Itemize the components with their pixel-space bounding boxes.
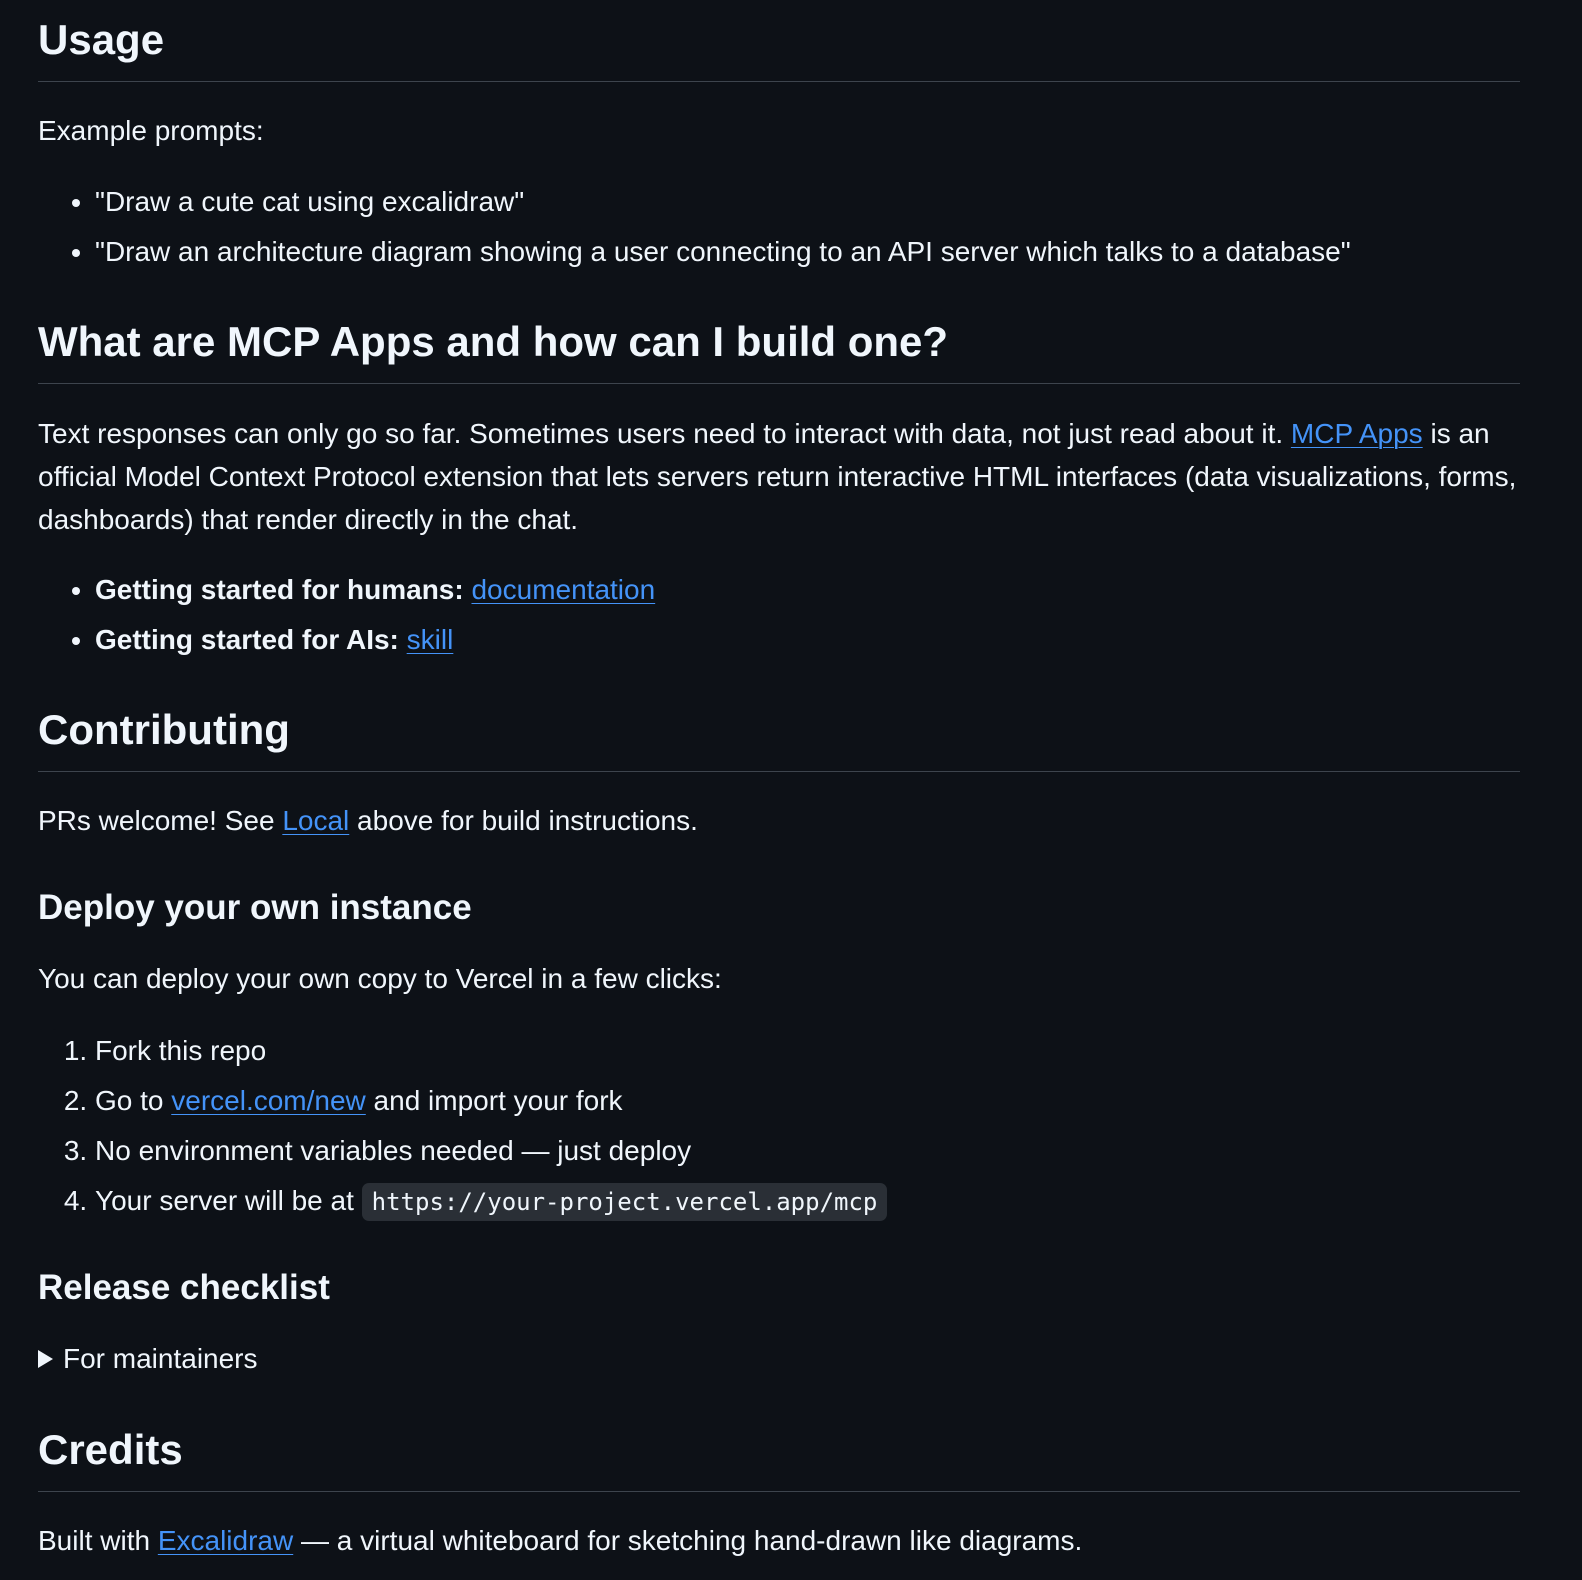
mcp-paragraph xyxy=(38,412,1530,541)
deploy-heading: Deploy your own instance xyxy=(38,888,472,927)
contributing-section xyxy=(38,704,1520,772)
list-item xyxy=(95,619,1520,661)
excalidraw-link[interactable]: Excalidraw xyxy=(157,1525,294,1556)
maintainers-details[interactable] xyxy=(38,1338,1520,1380)
list-item: • "Draw an architecture diagram showing a user connecting to an API server which talks to a database" xyxy=(95,231,1520,273)
deploy-step-1: 1. Fork this repo xyxy=(95,1030,1520,1072)
mcp-section xyxy=(38,316,1520,384)
mcp-text-2: is an official Model Context Protocol extension that lets servers return interactive HTML interfaces (data visualizations, forms, dashboards) that render directly in the chat. xyxy=(38,418,1517,535)
mcp-text-1: Text responses can only go so far. Sometimes users need to interact with data, not just read about it. xyxy=(38,418,1291,449)
disclosure-triangle-icon[interactable] xyxy=(38,1350,53,1368)
step2-text-2: and import your fork xyxy=(365,1085,623,1116)
list-item: • "Draw a cute cat using excalidraw" xyxy=(95,181,1520,223)
contributing-heading: Contributing xyxy=(38,704,1520,772)
mcp-heading: What are MCP Apps and how can I build one? xyxy=(38,316,1520,384)
deploy-steps xyxy=(38,1030,1520,1222)
humans-label: Getting started for humans: xyxy=(95,574,464,605)
server-url-code: https://your-project.vercel.app/mcp xyxy=(362,1183,888,1221)
maintainers-summary[interactable]: For maintainers xyxy=(63,1343,258,1374)
mcp-apps-link[interactable]: MCP Apps xyxy=(1290,418,1423,449)
contributing-text-2: above for build instructions. xyxy=(349,805,698,836)
usage-intro: Example prompts: xyxy=(38,115,264,146)
step4-text: Your server will be at xyxy=(95,1185,362,1216)
usage-prompt-list xyxy=(38,181,1520,273)
deploy-step-3: 3. No environment variables needed — just deploy xyxy=(95,1130,1520,1172)
documentation-link[interactable]: documentation xyxy=(471,574,656,605)
deploy-intro: You can deploy your own copy to Vercel in a few clicks: xyxy=(38,963,722,994)
credits-heading: Credits xyxy=(38,1424,1520,1492)
credits-section xyxy=(38,1424,1520,1492)
contributing-paragraph xyxy=(38,800,1520,842)
contributing-text-1: PRs welcome! See xyxy=(38,805,283,836)
credits-text-2: — a virtual whiteboard for sketching hand-drawn like diagrams. xyxy=(293,1525,1083,1556)
vercel-new-link[interactable]: vercel.com/new xyxy=(171,1085,366,1116)
local-link[interactable]: Local xyxy=(282,805,350,836)
list-item xyxy=(95,569,1520,611)
ais-label: Getting started for AIs: xyxy=(95,624,399,655)
skill-link[interactable]: skill xyxy=(406,624,454,655)
credits-paragraph xyxy=(38,1520,1520,1562)
step2-text-1: Go to xyxy=(95,1085,172,1116)
usage-section xyxy=(38,14,1520,82)
deploy-step-4 xyxy=(95,1180,1520,1222)
usage-heading: Usage xyxy=(38,14,1520,82)
deploy-step-2 xyxy=(95,1080,1520,1122)
release-heading: Release checklist xyxy=(38,1268,330,1307)
mcp-getting-started-list xyxy=(38,569,1520,661)
credits-text-1: Built with xyxy=(38,1525,158,1556)
